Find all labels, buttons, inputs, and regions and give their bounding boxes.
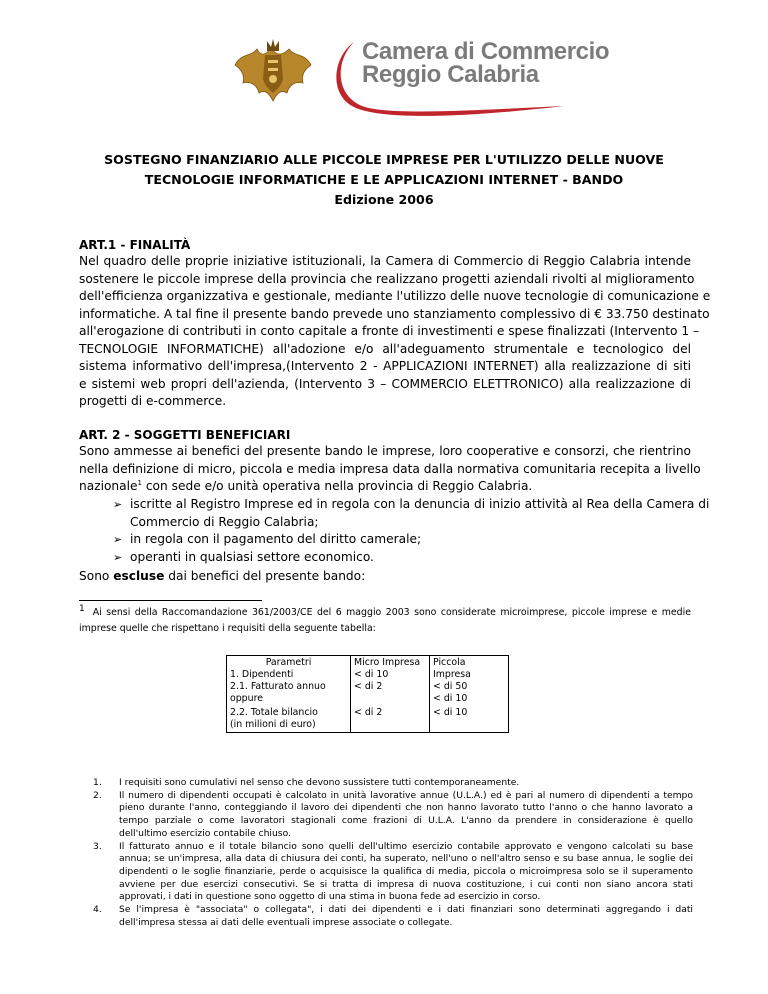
note-line: dell'impresa stessa ai dati delle eventuali imprese associate o collegate. — [119, 916, 453, 928]
note-number: 3. — [93, 840, 102, 852]
footnote-divider — [79, 600, 262, 601]
note-line: approvati, i dati in questione sono oggetto di una stima in buona fede ad esercizio in corso. — [119, 891, 541, 903]
note-number: 4. — [93, 904, 102, 916]
note-line: annua; se un'impresa, alla data di chiusura dei conti, ha superato, nell'uno o nell'altro senso e su base annua, le soglie dei — [119, 853, 693, 865]
brand-name-line1: Camera di Commercio — [362, 38, 610, 65]
note-line: Se l'impresa è "associata" o collegata", i dati dei dipendenti e i dati finanziari sono determinati aggregando i dati — [119, 904, 693, 916]
table-cell — [430, 706, 509, 733]
excluded-prefix: Sono — [79, 569, 114, 583]
brand-name-line2: Reggio Calabria — [362, 61, 539, 88]
note-line: I requisiti sono cumulativi nel senso che devono sussistere tutti contemporaneamente. — [119, 777, 520, 788]
table-cell-text: < di 2 — [354, 681, 383, 692]
note-number: 2. — [93, 789, 102, 801]
table-cell-text: < di 2 — [354, 707, 383, 718]
art1-line: dell'efficienza organizzativa e gestionale, mediante l'utilizzo delle nuove tecnologie di comunicazione e — [79, 289, 711, 303]
table-cell-text: (in milioni di euro) — [230, 719, 316, 730]
table-row — [227, 656, 509, 707]
title-edition: Edizione 2006 — [334, 192, 434, 207]
art2-heading: ART. 2 - SOGGETTI BENEFICIARI — [79, 428, 291, 442]
art1-line: informatiche. A tal fine il presente bando prevede uno stanziamento complessivo di € 33.750 destinato — [79, 306, 710, 321]
footnote-ref[interactable]: 1 — [137, 479, 142, 487]
art1-line: e sistemi web propri dell'azienda, (Intervento 3 – COMMERCIO ELETTRONICO) alla realizzazione di — [79, 376, 691, 391]
list-item — [93, 904, 693, 929]
title-line1: SOSTEGNO FINANZIARIO ALLE PICCOLE IMPRESE PER L'UTILIZZO DELLE NUOVE — [104, 152, 664, 167]
title-line2: TECNOLOGIE INFORMATICHE E LE APPLICAZIONI INTERNET - BANDO — [144, 172, 624, 187]
footnote-line2: imprese quelle che rispettano i requisiti della seguente tabella: — [79, 623, 376, 634]
footnote-notes — [93, 777, 693, 929]
excluded-bold: escluse — [113, 569, 165, 583]
art1-heading: ART.1 - FINALITÀ — [79, 238, 191, 252]
list-item — [93, 790, 693, 841]
eligibility-bullets — [113, 496, 710, 566]
table-cell — [227, 706, 351, 733]
bullet-line: Commercio di Reggio Calabria; — [130, 514, 319, 529]
table-cell-text: < di 50 — [433, 681, 468, 692]
excluded-suffix: dai benefici del presente bando: — [164, 569, 366, 583]
arrow-bullet-icon: ➢ — [113, 550, 123, 564]
bullet-line: iscritte al Registro Imprese ed in regola con la denuncia di inizio attività al Rea della Camera di — [130, 497, 710, 511]
exclusions-intro — [79, 568, 365, 585]
art2-line: nazionale — [79, 479, 138, 493]
art1-line: Nel quadro delle proprie iniziative istituzionali, la Camera di Commercio di Reggio Calabria intende — [79, 254, 691, 268]
art1-paragraph — [79, 253, 711, 411]
art1-line: sostenere le piccole imprese della provincia che realizzano progetti aziendali rivolti al miglioramento — [79, 271, 695, 286]
table-header: Piccola Impresa — [433, 657, 471, 680]
letterhead — [0, 0, 768, 125]
footnote — [79, 605, 691, 636]
table-cell — [227, 656, 351, 707]
arrow-bullet-icon: ➢ — [113, 498, 123, 511]
document-title — [60, 150, 708, 210]
table-header: Micro Impresa — [354, 657, 421, 668]
footnote-number: 1 — [79, 604, 85, 614]
note-line: dipendenti o le soglie finanziarie, perde o acquisisce la qualifica di media, piccola o microimpresa solo se il superamento — [119, 865, 693, 877]
table-cell-text: 2.1. Fatturato annuo — [230, 681, 326, 692]
table-cell-text: oppure — [230, 693, 263, 704]
footnote-text: Ai sensi della Raccomandazione 361/2003/CE del 6 maggio 2003 sono considerate microimprese, piccole imprese e medie — [92, 607, 691, 618]
table-header: Parametri — [265, 657, 312, 668]
note-line: tempo parziale o come lavoratori stagionali come frazioni di U.L.A. L'anno da prendere in considerazione è quello — [119, 815, 693, 827]
coat-of-arms-seal-icon — [231, 35, 315, 103]
art2-paragraph — [79, 443, 701, 496]
sme-parameters-table — [226, 655, 509, 733]
note-line: pieno durante l'anno, conteggiando il lavoro dei dipendenti che non hanno lavorato tutto l'anno o che hanno lavorato a — [119, 802, 693, 814]
note-line: avviene per due esercizi consecutivi. Se si tratta di impresa di nuova costituzione, i cui conti non siano ancora stati — [119, 878, 693, 890]
art1-line: progetti di e-commerce. — [79, 394, 227, 408]
table-cell — [351, 656, 430, 707]
art2-line-with-ref — [79, 478, 691, 496]
list-item — [113, 549, 693, 567]
note-line: dell'ultimo esercizio contabile chiuso. — [119, 827, 291, 839]
table-row — [227, 706, 509, 733]
table-cell — [351, 706, 430, 733]
art1-line: sistema informativo dell'impresa,(Intervento 2 - APPLICAZIONI INTERNET) alla realizzazione di siti — [79, 359, 691, 373]
arrow-bullet-icon: ➢ — [113, 533, 123, 546]
table-cell-text: < di 10 — [433, 707, 468, 718]
list-item — [93, 777, 693, 790]
table-cell-text: < di 10 — [354, 669, 389, 680]
note-line: Il fatturato annuo e il totale bilancio sono quelli dell'ultimo esercizio contabile approvato e vengono calcolati su base — [119, 840, 693, 852]
table-cell-text: 2.2. Totale bilancio — [230, 707, 318, 718]
bullet-line: operanti in qualsiasi settore economico. — [130, 549, 374, 564]
art1-line: all'erogazione di contributi in conto capitale a fronte di investimenti e spese finalizzati (Intervento 1 – — [79, 324, 700, 338]
brand-name — [362, 40, 609, 86]
art2-line: nella definizione di micro, piccola e media impresa data dalla normativa comunitaria recepita a livello — [79, 461, 701, 476]
bullet-line: in regola con il pagamento del diritto camerale; — [130, 532, 422, 546]
table-cell-text: 1. Dipendenti — [230, 669, 294, 680]
art1-line: TECNOLOGIE INFORMATICHE) all'adozione e/o all'adeguamento strumentale e tecnologico del — [79, 341, 691, 356]
table-cell — [430, 656, 509, 707]
footnote-line1 — [79, 605, 691, 621]
art2-line: Sono ammesse ai benefici del presente bando le imprese, loro cooperative e consorzi, che rientrino — [79, 444, 691, 458]
note-number: 1. — [93, 777, 102, 788]
note-line: Il numero di dipendenti occupati è calcolato in unità lavorative annue (U.L.A.) ed è pari al numero di dipendenti a tempo — [119, 789, 693, 801]
art2-line: con sede e/o unità operativa nella provincia di Reggio Calabria. — [141, 479, 533, 493]
list-item — [113, 531, 693, 549]
list-item — [93, 841, 693, 905]
list-item — [113, 496, 710, 531]
table-cell-text: < di 10 — [433, 693, 468, 704]
